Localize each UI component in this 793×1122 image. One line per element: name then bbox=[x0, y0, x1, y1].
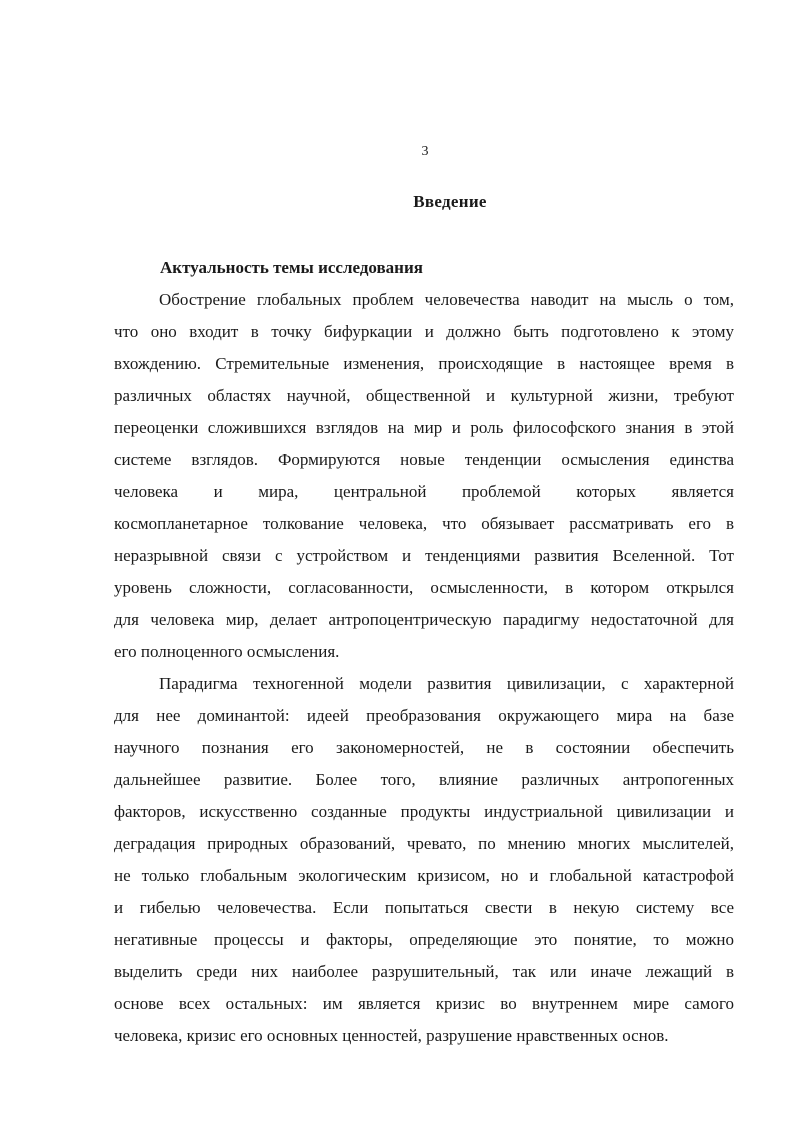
text-line: космопланетарное толкование человека, что обязывает рассматривать его в bbox=[114, 514, 734, 533]
text-line: Парадигма техногенной модели развития цивилизации, с характерной bbox=[159, 674, 734, 693]
text-line: негативные процессы и факторы, определяющие это понятие, то можно bbox=[114, 930, 734, 949]
text-line: человека, кризис его основных ценностей, разрушение нравственных основ. bbox=[114, 1026, 669, 1045]
text-line: не только глобальным экологическим кризисом, но и глобальной катастрофой bbox=[114, 866, 734, 885]
text-line: системе взглядов. Формируются новые тенденции осмысления единства bbox=[114, 450, 734, 469]
text-line: выделить среди них наиболее разрушительный, так или иначе лежащий в bbox=[114, 962, 734, 981]
page-title: Введение bbox=[413, 192, 487, 211]
text-line: для нее доминантой: идеей преобразования окружающего мира на базе bbox=[114, 706, 734, 725]
text-line: научного познания его закономерностей, не в состоянии обеспечить bbox=[114, 738, 734, 757]
text-line: человека и мира, центральной проблемой которых является bbox=[114, 482, 734, 501]
section-heading: Актуальность темы исследования bbox=[160, 258, 423, 277]
text-line: Обострение глобальных проблем человечества наводит на мысль о том, bbox=[159, 290, 734, 309]
text-line: для человека мир, делает антропоцентрическую парадигму недостаточной для bbox=[114, 610, 734, 629]
text-line: деградация природных образований, чревато, по мнению многих мыслителей, bbox=[114, 834, 734, 853]
text-line: что оно входит в точку бифуркации и должно быть подготовлено к этому bbox=[114, 322, 734, 341]
text-line: уровень сложности, согласованности, осмысленности, в котором открылся bbox=[114, 578, 734, 597]
text-line: его полноценного осмысления. bbox=[114, 642, 340, 661]
paragraph-2 bbox=[114, 668, 734, 1052]
page-number: 3 bbox=[421, 144, 429, 159]
text-line: различных областях научной, общественной и культурной жизни, требуют bbox=[114, 386, 734, 405]
text-line: факторов, искусственно созданные продукты индустриальной цивилизации и bbox=[114, 802, 734, 821]
text-line: вхождению. Стремительные изменения, происходящие в настоящее время в bbox=[114, 354, 734, 373]
text-line: основе всех остальных: им является кризис во внутреннем мире самого bbox=[114, 994, 734, 1013]
text-line: неразрывной связи с устройством и тенденциями развития Вселенной. Тот bbox=[114, 546, 734, 565]
paragraph-1 bbox=[114, 284, 734, 668]
text-line: и гибелью человечества. Если попытаться свести в некую систему все bbox=[114, 898, 734, 917]
text-line: дальнейшее развитие. Более того, влияние различных антропогенных bbox=[114, 770, 734, 789]
text-line: переоценки сложившихся взглядов на мир и роль философского знания в этой bbox=[114, 418, 734, 437]
